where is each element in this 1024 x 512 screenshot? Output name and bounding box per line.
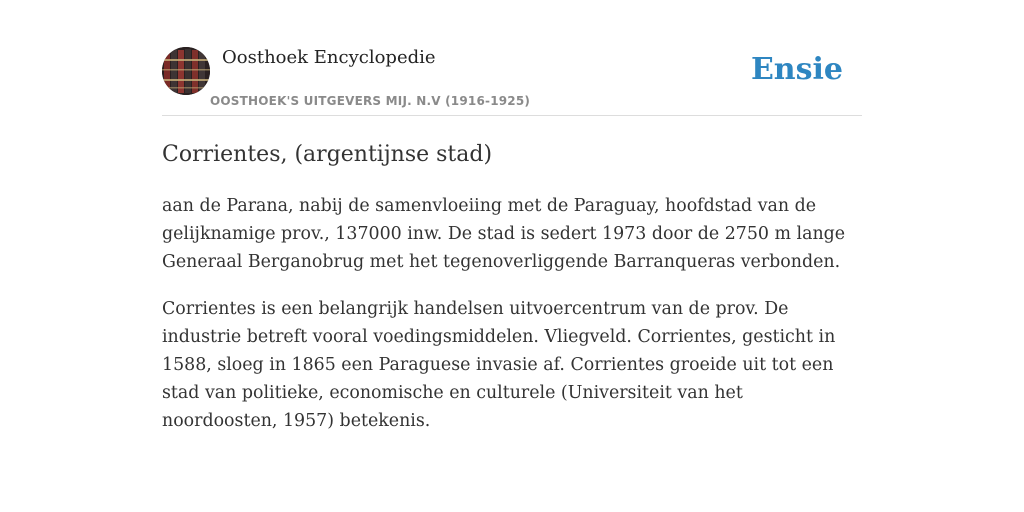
source-header (162, 0, 862, 116)
article-paragraph: Corrientes is een belangrijk handelsen uitvoercentrum van de prov. De industrie betreft vooral voedingsmiddelen. Vliegveld. Corrientes, gesticht in 1588, sloeg in 1865 een Paraguese invasie af. Corrientes groeide uit tot een stad van politieke, economische en culturele (Universiteit van het noordoosten, 1957) betekenis. (162, 299, 836, 431)
article-title: Corrientes, (argentijnse stad) (162, 142, 493, 167)
source-avatar[interactable] (162, 47, 210, 95)
article-card (162, 0, 862, 512)
book-spines-icon (162, 47, 210, 95)
source-subtitle: OOSTHOEK'S UITGEVERS MIJ. N.V (1916-1925) (210, 94, 531, 108)
ensie-logo[interactable]: Ensie (750, 52, 843, 87)
article-body (162, 192, 862, 454)
article-paragraph: aan de Parana, nabij de samenvloeiing met de Paraguay, hoofdstad van de gelijknamige prov., 137000 inw. De stad is sedert 1973 door de 2750 m lange Generaal Berganobrug met het tegenoverliggende Barranqueras verbonden. (162, 196, 846, 272)
source-name[interactable]: Oosthoek Encyclopedie (222, 47, 436, 68)
